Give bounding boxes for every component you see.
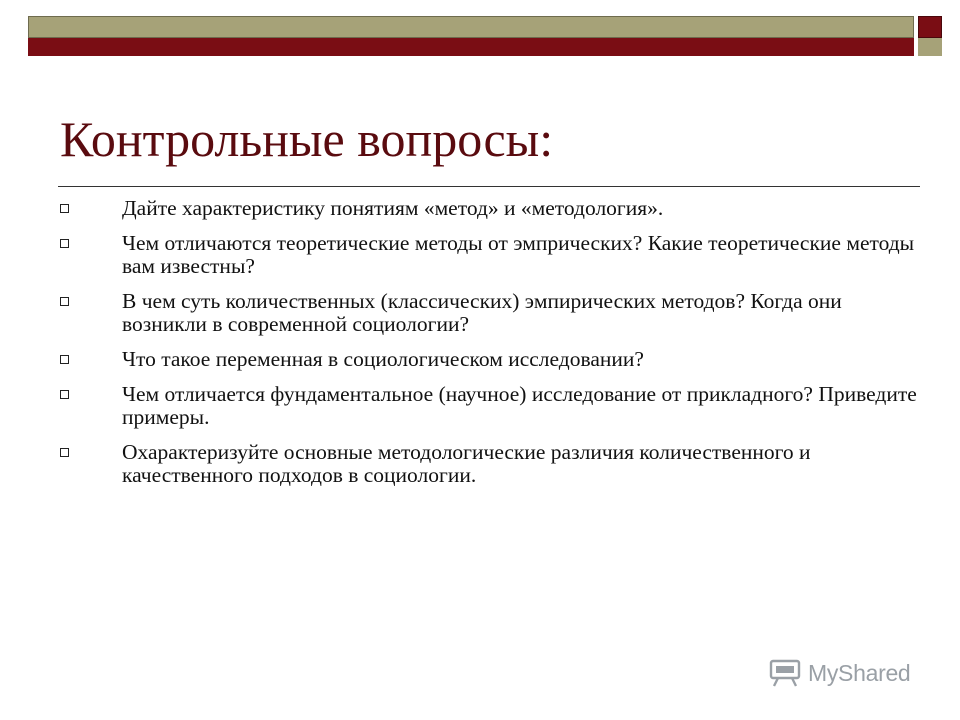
- list-item: [60, 441, 920, 487]
- list-item: [60, 290, 920, 336]
- hollow-square-icon: [60, 239, 69, 248]
- hollow-square-icon: [60, 448, 69, 457]
- list-item: [60, 348, 920, 371]
- hollow-square-icon: [60, 297, 69, 306]
- corner-maroon-square: [918, 16, 942, 38]
- question-list: [60, 197, 920, 499]
- bullet-text: Чем отличаются теоретические методы от эмпрических? Какие теоретические методы вам известны?: [122, 231, 915, 278]
- bullet-text: Охарактеризуйте основные методологические различия количественного и качественного подходов в социологии.: [122, 440, 811, 487]
- title-divider: [58, 186, 920, 187]
- list-item: [60, 232, 920, 278]
- bullet-text: Что такое переменная в социологическом исследовании?: [122, 347, 644, 371]
- top-bar-maroon-stripe: [28, 38, 914, 56]
- hollow-square-icon: [60, 355, 69, 364]
- hollow-square-icon: [60, 390, 69, 399]
- bullet-text: Дайте характеристику понятиям «метод» и «методология».: [122, 196, 664, 220]
- list-item: [60, 197, 920, 220]
- bullet-text: В чем суть количественных (классических) эмпирических методов? Когда они возникли в современной социологии?: [122, 289, 842, 336]
- top-decorative-bar: [28, 16, 914, 56]
- watermark-text: MyShared: [808, 659, 911, 686]
- slide-title: Контрольные вопросы:: [60, 111, 554, 167]
- bullet-text: Чем отличается фундаментальное (научное) исследование от прикладного? Приведите примеры.: [122, 382, 917, 429]
- watermark-logo: [768, 656, 910, 690]
- top-bar-olive-stripe: [28, 16, 914, 38]
- list-item: [60, 383, 920, 429]
- hollow-square-icon: [60, 204, 69, 213]
- presentation-board-icon: [768, 659, 802, 687]
- corner-olive-square: [918, 38, 942, 56]
